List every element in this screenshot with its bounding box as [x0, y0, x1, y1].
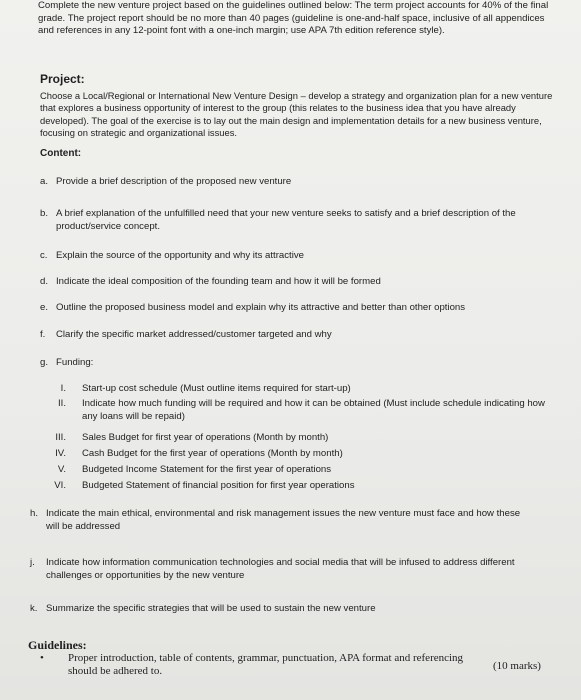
content-heading: Content: — [40, 148, 82, 159]
funding-text: Sales Budget for first year of operations (Month by month) — [82, 432, 329, 443]
item-text: Clarify the specific market addressed/customer targeted and why — [56, 329, 332, 340]
item-label: b. — [40, 208, 49, 219]
item-text: Outline the proposed business model and explain why its attractive and better than other options — [56, 302, 466, 313]
item-text: Indicate the main ethical, environmental and risk management issues the new venture must face and how these will be addressed — [46, 508, 521, 532]
list-item — [40, 276, 540, 289]
funding-text: Cash Budget for the first year of operations (Month by month) — [82, 448, 343, 459]
item-text: Indicate how information communication technologies and social media that will be infused to address different challenges or opportunities by the new venture — [46, 557, 515, 581]
funding-number: IV. — [55, 448, 66, 459]
funding-number: V. — [57, 464, 66, 475]
item-label: a. — [40, 176, 49, 187]
item-label: d. — [40, 276, 49, 287]
list-item — [40, 208, 540, 233]
list-item — [30, 603, 530, 616]
item-label: j. — [30, 557, 35, 568]
guidelines-heading: Guidelines: — [28, 638, 87, 652]
item-label: h. — [30, 508, 39, 519]
funding-text: Budgeted Statement of financial position for first year operations — [82, 480, 355, 491]
funding-number: II. — [58, 398, 66, 409]
list-item — [40, 176, 540, 189]
item-text: Funding: — [56, 357, 94, 368]
marks-label: (10 marks) — [493, 660, 541, 672]
funding-number: III. — [55, 432, 66, 443]
bullet-icon: • — [40, 652, 44, 664]
item-label: k. — [30, 603, 38, 614]
item-text: Provide a brief description of the proposed new venture — [56, 176, 292, 187]
item-label: c. — [40, 250, 48, 261]
list-item — [40, 329, 540, 342]
funding-number: VI. — [54, 480, 66, 491]
list-item — [30, 508, 530, 533]
item-label: f. — [40, 329, 46, 340]
item-text: Explain the source of the opportunity and why its attractive — [56, 250, 304, 261]
guideline-text: Proper introduction, table of contents, grammar, punctuation, APA format and referencing should be adhered to. — [68, 652, 464, 677]
project-description: Choose a Local/Regional or International New Venture Design – develop a strategy and organization plan for a new venture that explores a business opportunity of interest to the group (this relates to the business idea that you have already developed). The goal of the exercise is to lay out the main design and implementation details for a new business venture, focusing on strategic and organizational issues. — [40, 90, 553, 139]
list-item — [40, 250, 540, 263]
funding-text: Budgeted Income Statement for the first year of operations — [82, 464, 332, 475]
item-text: Summarize the specific strategies that will be used to sustain the new venture — [46, 603, 376, 614]
item-label: g. — [40, 357, 49, 368]
item-label: e. — [40, 302, 49, 313]
item-text: Indicate the ideal composition of the founding team and how it will be formed — [56, 276, 381, 287]
funding-number: I. — [60, 383, 66, 394]
list-item — [40, 302, 560, 315]
list-item — [30, 557, 530, 582]
project-heading: Project: — [40, 72, 85, 86]
list-item — [40, 357, 540, 370]
funding-text: Indicate how much funding will be required and how it can be obtained (Must include schedule indicating how any loans will be repaid) — [82, 398, 545, 422]
intro-paragraph: Complete the new venture project based on the guidelines outlined below: The term project accounts for 40% of the final grade. The project report should be no more than 40 pages (guideline is one-and-half space, inclusive of all appendices and references in any 12-point font with a one-inch margin; use APA 7th edition reference style). — [38, 0, 549, 37]
item-text: A brief explanation of the unfulfilled need that your new venture seeks to satisfy and a brief description of the product/service concept. — [56, 208, 516, 232]
funding-text: Start-up cost schedule (Must outline items required for start-up) — [82, 383, 351, 394]
